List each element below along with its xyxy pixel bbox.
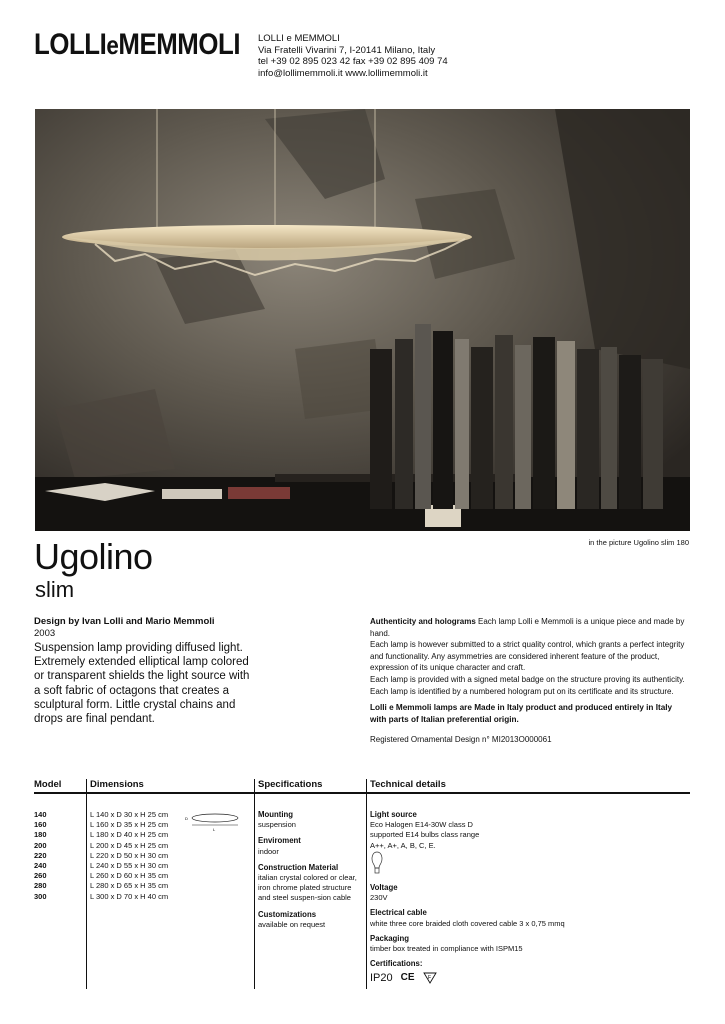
customizations-value: available on request bbox=[258, 919, 326, 929]
mounting-label: Mounting bbox=[258, 810, 294, 819]
dimension-item: L 280 x D 65 x H 35 cm bbox=[90, 881, 169, 891]
bulb-icon bbox=[370, 851, 384, 875]
model-item: 140 bbox=[34, 810, 47, 819]
dimension-item: L 300 x D 70 x H 40 cm bbox=[90, 891, 169, 901]
address-street: Via Fratelli Vivarini 7, I-20141 Milano, Italy bbox=[258, 44, 436, 56]
environment-value: indoor bbox=[258, 846, 279, 856]
company-address bbox=[258, 33, 448, 79]
photo-caption: in the picture Ugolino slim 180 bbox=[588, 538, 689, 547]
light-source-value: A++, A+, A, B, C, E. bbox=[370, 840, 436, 850]
header-specifications: Specifications bbox=[258, 779, 323, 790]
light-source-value: Eco Halogen E14-30W class D bbox=[370, 820, 473, 830]
model-item: 240 bbox=[34, 861, 47, 871]
made-in-italy-note: Lolli e Memmoli lamps are Made in Italy product and produced entirely in Italy with parts of Italian preferential origin. bbox=[370, 703, 673, 724]
address-phone: tel +39 02 895 023 42 fax +39 02 895 409 74 bbox=[258, 56, 448, 67]
technical-details-list bbox=[370, 810, 690, 984]
address-web: info@lollimemmoli.it www.lollimemmoli.it bbox=[258, 67, 428, 79]
column-divider bbox=[366, 779, 367, 989]
dimension-item: L 140 x D 30 x H 25 cm bbox=[90, 810, 169, 819]
header-dimensions: Dimensions bbox=[90, 779, 144, 790]
dimension-item: L 260 x D 60 x H 35 cm bbox=[90, 871, 169, 881]
logo-left-text: LOLLI bbox=[34, 28, 107, 61]
model-item: 200 bbox=[34, 840, 47, 850]
model-item: 220 bbox=[34, 850, 47, 860]
product-subtitle: slim bbox=[35, 577, 75, 602]
product-description-block bbox=[34, 616, 254, 726]
light-source-value: supported E14 bulbs class range bbox=[370, 830, 480, 840]
authenticity-text-2: Each lamp is however submitted to a strict quality control, which grants a perfect integrity and functionality. Any asymmetries are considered inherent feature of the product, expression of its unique character and craft. bbox=[370, 640, 685, 673]
cable-value: white three core braided cloth covered cable 3 x 0,75 mmq bbox=[370, 918, 565, 928]
light-source-label: Light source bbox=[370, 810, 417, 819]
designer-credit: Design by Ivan Lolli and Mario Memmoli bbox=[34, 616, 215, 627]
ce-mark-icon: CE bbox=[400, 972, 415, 984]
header-technical: Technical details bbox=[370, 779, 446, 790]
model-list bbox=[34, 810, 47, 902]
dimension-item: L 160 x D 35 x H 25 cm bbox=[90, 820, 169, 830]
column-divider bbox=[254, 779, 255, 989]
dimension-list bbox=[90, 810, 168, 902]
brand-logo bbox=[34, 28, 240, 62]
dimension-item: L 180 x D 40 x H 25 cm bbox=[90, 830, 169, 840]
packaging-label: Packaging bbox=[370, 933, 409, 943]
model-item: 300 bbox=[34, 891, 47, 901]
packaging-value: timber box treated in compliance with ISPM15 bbox=[370, 944, 523, 954]
specifications-list bbox=[258, 810, 363, 930]
customizations-label: Customizations bbox=[258, 909, 317, 919]
cable-label: Electrical cable bbox=[370, 908, 427, 918]
product-photo-illustration bbox=[35, 109, 690, 531]
environment-label: Enviroment bbox=[258, 836, 301, 846]
authenticity-block bbox=[370, 616, 690, 746]
lamp-outline-shape bbox=[192, 814, 238, 822]
diagram-depth-label: D bbox=[185, 816, 188, 821]
header-model: Model bbox=[34, 779, 62, 790]
lamp-shape-diagram bbox=[185, 811, 241, 833]
mounting-value: suspension bbox=[258, 820, 296, 830]
authenticity-heading: Authenticity and holograms bbox=[370, 617, 476, 626]
column-divider bbox=[86, 779, 87, 989]
authenticity-text-3: Each lamp is provided with a signed metal badge on the structure proving its authenticity. Each lamp is identified by a numbered hologram put on its certificate and its structure. bbox=[370, 674, 685, 696]
certifications-row bbox=[370, 972, 690, 984]
voltage-label: Voltage bbox=[370, 883, 398, 893]
voltage-value: 230V bbox=[370, 893, 388, 903]
registered-design: Registered Ornamental Design n° MI2013O000061 bbox=[370, 735, 552, 745]
model-item: 280 bbox=[34, 881, 47, 891]
model-item: 180 bbox=[34, 830, 47, 840]
f-mark-icon bbox=[423, 972, 437, 984]
logo-e-text: e bbox=[106, 30, 119, 60]
product-photo bbox=[35, 109, 690, 531]
construction-value: italian crystal colored or clear, iron chrome plated structure and steel suspen-sion cable bbox=[258, 873, 357, 903]
table-header-rule bbox=[34, 792, 690, 794]
product-description: Suspension lamp providing diffused light. Extremely extended elliptical lamp colored or transparent shields the light source with a soft fabric of octagons that creates a sculptural form. Little crystal chains and drops are final pendant. bbox=[34, 642, 250, 726]
address-company: LOLLI e MEMMOLI bbox=[258, 33, 340, 44]
dimension-item: L 220 x D 50 x H 30 cm bbox=[90, 850, 169, 860]
ip-rating: IP20 bbox=[370, 972, 393, 985]
certifications-label: Certifications: bbox=[370, 959, 423, 969]
model-item: 160 bbox=[34, 820, 47, 830]
dimension-item: L 200 x D 45 x H 25 cm bbox=[90, 840, 169, 850]
model-item: 260 bbox=[34, 871, 47, 881]
diagram-length-label: L bbox=[213, 827, 216, 832]
authenticity-text-1: Each lamp Lolli e Memmoli is a unique piece and made by hand. bbox=[370, 617, 685, 638]
dimension-item: L 240 x D 55 x H 30 cm bbox=[90, 861, 169, 871]
design-year: 2003 bbox=[34, 628, 56, 639]
construction-label: Construction Material bbox=[258, 862, 339, 872]
f-mark-letter: F bbox=[427, 975, 431, 982]
logo-right-text: MEMMOLI bbox=[118, 28, 241, 61]
product-title: Ugolino bbox=[34, 536, 153, 577]
